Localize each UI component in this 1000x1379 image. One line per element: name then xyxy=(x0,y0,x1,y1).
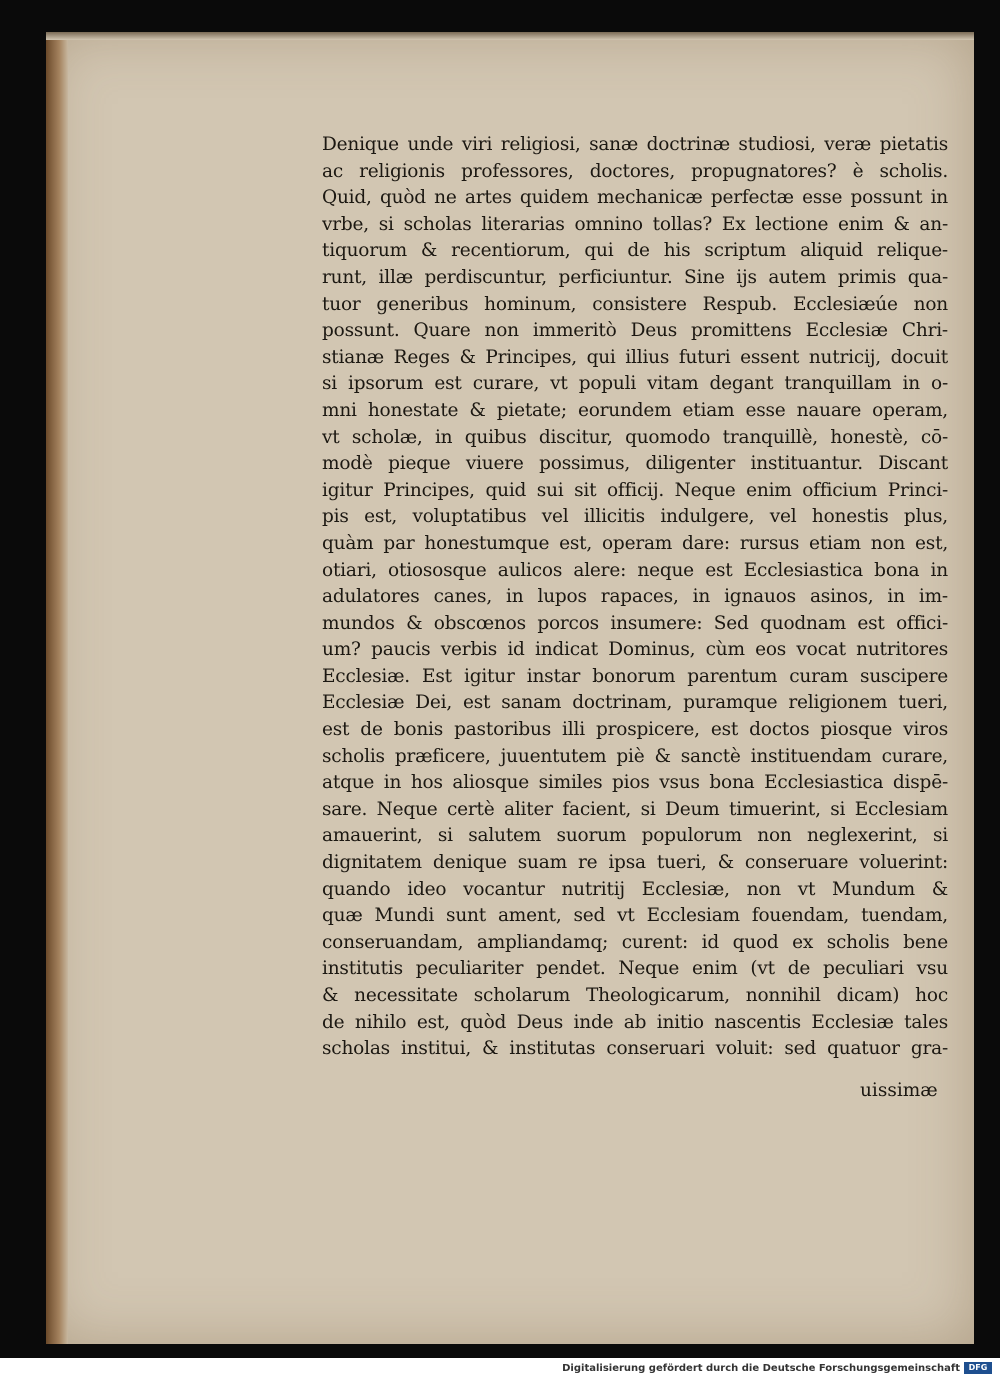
catchword: uissimæ xyxy=(860,1080,938,1101)
text-line: Ecclesiæ. Est igitur instar bonorum parentum curam suscipere xyxy=(322,665,948,687)
body-text xyxy=(322,132,948,1063)
text-line: igitur Principes, quid sui sit officij. Neque enim officium Princi- xyxy=(322,479,948,501)
text-line: mundos & obscœnos porcos insumere: Sed quodnam est offici- xyxy=(322,612,948,634)
text-line: de nihilo est, quòd Deus inde ab initio nascentis Ecclesiæ tales xyxy=(322,1011,948,1033)
funding-credit: Digitalisierung gefördert durch die Deutsche Forschungsgemeinschaft xyxy=(562,1363,960,1374)
text-line: pis est, voluptatibus vel illicitis indulgere, vel honestis plus, xyxy=(322,506,948,528)
text-line: Quid, quòd ne artes quidem mechanicæ perfectæ esse possunt in xyxy=(322,187,948,209)
text-line: dignitatem denique suam re ipsa tueri, & conseruare voluerint: xyxy=(322,852,948,874)
text-line: & necessitate scholarum Theologicarum, nonnihil dicam) hoc xyxy=(322,985,948,1006)
dfg-logo-icon: DFG xyxy=(964,1362,992,1374)
text-line: ac religionis professores, doctores, propugnatores? è scholis. xyxy=(322,160,948,182)
text-line: quàm par honestumque est, operam dare: rursus etiam non est, xyxy=(322,532,948,554)
text-line: tiquorum & recentiorum, qui de his scriptum aliquid relique- xyxy=(322,240,948,262)
text-line: sare. Neque certè aliter facient, si Deum timuerint, si Ecclesiam xyxy=(322,798,948,820)
page-top-edge xyxy=(46,32,974,40)
text-line: um? paucis verbis id indicat Dominus, cùm eos vocat nutritores xyxy=(322,639,948,661)
text-line: vt scholæ, in quibus discitur, quomodo tranquillè, honestè, cō- xyxy=(322,426,948,448)
page-binding-edge xyxy=(46,32,68,1344)
text-line: adulatores canes, in lupos rapaces, in ignauos asinos, in im- xyxy=(322,586,948,608)
text-line: vrbe, si scholas literarias omnino tollas? Ex lectione enim & an- xyxy=(322,213,948,235)
text-line: modè pieque viuere possimus, diligenter instituantur. Discant xyxy=(322,453,948,475)
text-line: mni honestate & pietate; eorundem etiam esse nauare operam, xyxy=(322,399,948,421)
text-line: possunt. Quare non immeritò Deus promittens Ecclesiæ Chri- xyxy=(322,320,948,342)
text-line: stianæ Reges & Principes, qui illius futuri essent nutricij, docuit xyxy=(322,346,948,368)
text-line: Ecclesiæ Dei, est sanam doctrinam, puramque religionem tueri, xyxy=(322,692,948,714)
text-line: scholis præficere, juuentutem piè & sanctè instituendam curare, xyxy=(322,745,948,767)
text-line: otiari, otiososque aulicos alere: neque est Ecclesiastica bona in xyxy=(322,559,948,581)
text-line: Denique unde viri religiosi, sanæ doctrinæ studiosi, veræ pietatis xyxy=(322,134,948,155)
text-line: scholas institui, & institutas conseruari voluit: sed quatuor gra- xyxy=(322,1038,948,1060)
text-line: quæ Mundi sunt ament, sed vt Ecclesiam fouendam, tuendam, xyxy=(322,905,948,927)
text-line: quando ideo vocantur nutritij Ecclesiæ, non vt Mundum & xyxy=(322,878,948,900)
text-line: est de bonis pastoribus illi prospicere, est doctos piosque viros xyxy=(322,719,948,741)
text-line: runt, illæ perdiscuntur, perficiuntur. Sine ijs autem primis qua- xyxy=(322,266,948,288)
text-line: conseruandam, ampliandamq; curent: id quod ex scholis bene xyxy=(322,931,948,953)
text-line: institutis peculiariter pendet. Neque enim (vt de peculiari vsu xyxy=(322,958,948,980)
text-line: si ipsorum est curare, vt populi vitam degant tranquillam in o- xyxy=(322,373,948,395)
text-line: atque in hos aliosque similes pios vsus bona Ecclesiastica dispē- xyxy=(322,772,948,794)
text-line: tuor generibus hominum, consistere Respub. Ecclesiæúe non xyxy=(322,293,948,315)
text-line: amauerint, si salutem suorum populorum non neglexerint, si xyxy=(322,825,948,847)
